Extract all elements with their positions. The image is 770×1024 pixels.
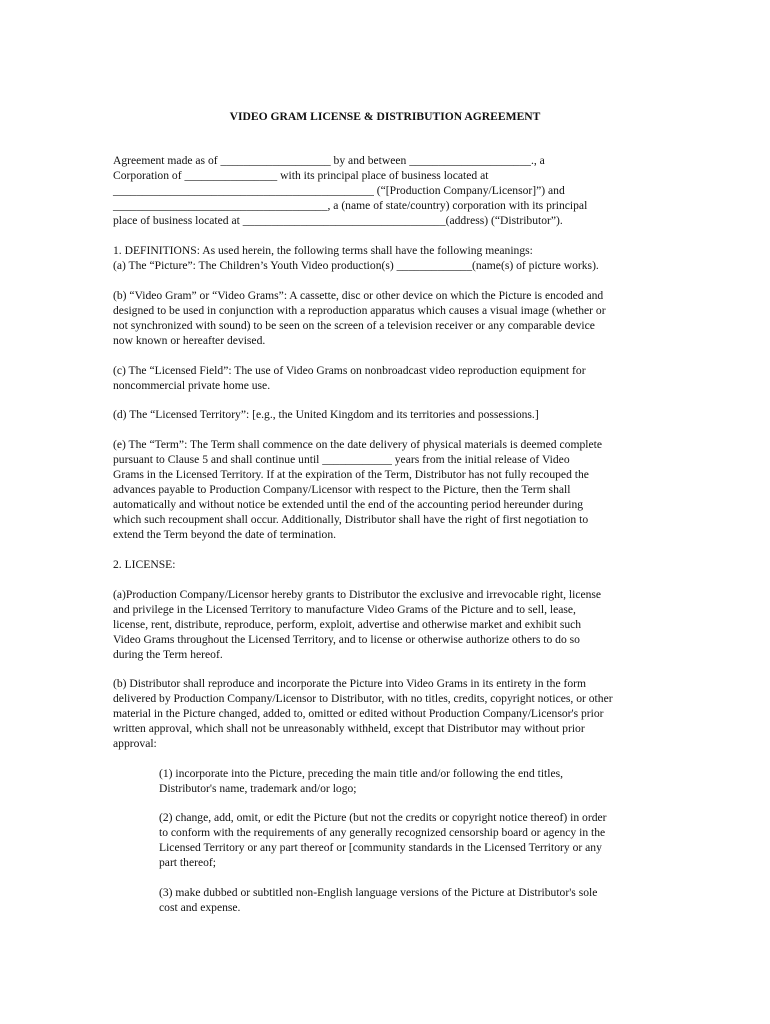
sub-item-1-paragraph: (1) incorporate into the Picture, preceding the main title and/or following the end titles, Distributor's name, trademark and/or logo; <box>159 767 564 795</box>
license-heading: 2. LICENSE: <box>113 558 176 571</box>
definition-c-paragraph: (c) The “Licensed Field”: The use of Video Grams on nonbroadcast video reproduction equipment for noncommercial private home use. <box>113 364 586 392</box>
sub-item-2-paragraph: (2) change, add, omit, or edit the Picture (but not the credits or copyright notice thereof) in order to conform with the requirements of any generally recognized censorship board or agency in the Licensed Territory or any part thereof or [community standards in the Licensed Territory or any part thereof; <box>159 811 607 869</box>
license-a-paragraph: (a)Production Company/Licensor hereby grants to Distributor the exclusive and irrevocable right, license and privilege in the Licensed Territory to manufacture Video Grams of the Picture and to sell, lease, license, rent, distribute, reproduce, perform, exploit, advertise and otherwise market and exhibit such Video Grams throughout the Licensed Territory, and to license or otherwise authorize others to do so during the Term hereof. <box>113 588 602 661</box>
definition-e-paragraph: (e) The “Term”: The Term shall commence on the date delivery of physical materials is deemed complete pursuant to Clause 5 and shall continue until ____________ years from the initial release of Video Grams in the Licensed Territory. If at the expiration of the Term, Distributor has not fully recouped the advances payable to Production Company/Licensor with respect to the Picture, then the Term shall automatically and without notice be extended until the end of the accounting period hereunder during which such recoupment shall occur. Additionally, Distributor shall have the right of first negotiation to extend the Term beyond the date of termination. <box>113 438 602 541</box>
document-title: VIDEO GRAM LICENSE & DISTRIBUTION AGREEMENT <box>229 110 541 123</box>
sub-item-3-paragraph: (3) make dubbed or subtitled non-English language versions of the Picture at Distributor's sole cost and expense. <box>159 886 598 914</box>
license-b-paragraph: (b) Distributor shall reproduce and incorporate the Picture into Video Grams in its entirety in the form delivered by Production Company/Licensor to Distributor, with no titles, credits, copyright notices, or other material in the Picture changed, added to, omitted or edited without Production Company/Licensor's prior written approval, which shall not be unreasonably withheld, except that Distributor may without prior approval: <box>113 677 613 750</box>
definitions-paragraph: 1. DEFINITIONS: As used herein, the following terms shall have the following meanings: (a) The “Picture”: The Children’s Youth Video production(s) _____________(name(s) of picture works). <box>113 244 599 272</box>
definition-d-paragraph: (d) The “Licensed Territory”: [e.g., the United Kingdom and its territories and possessions.] <box>113 408 539 421</box>
preamble-paragraph: Agreement made as of ___________________ by and between _____________________., a Corporation of ________________ with its principal place of business located at _____________________________________________ (“[Production Company/Licensor]”) and _____________________________________, a (name of state/country) corporation with its principal place of business located at ___________________________________(address) (“Distributor”). <box>113 154 588 227</box>
definition-b-paragraph: (b) “Video Gram” or “Video Grams”: A cassette, disc or other device on which the Picture is encoded and designed to be used in conjunction with a reproduction apparatus which causes a visual image (whether or not synchronized with sound) to be seen on the screen of a television receiver or any comparable device now known or hereafter devised. <box>113 289 606 347</box>
